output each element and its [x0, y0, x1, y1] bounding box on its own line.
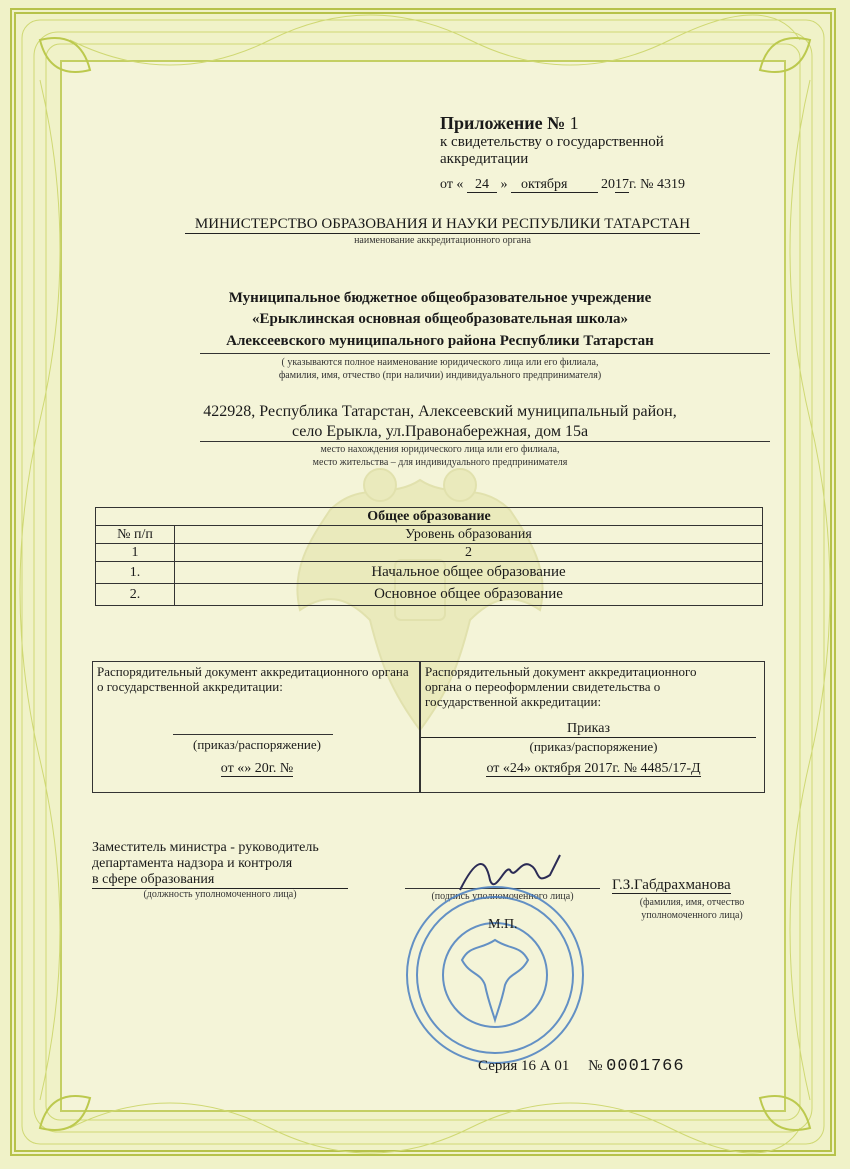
row-num: 2.	[96, 584, 175, 606]
address-caption1: место нахождения юридического лица или его филиала,	[320, 444, 560, 455]
stamp-mp: М.П.	[488, 917, 518, 932]
authority-name: МИНИСТЕРСТВО ОБРАЗОВАНИЯ И НАУКИ РЕСПУБЛИКИ ТАТАРСТАН	[185, 216, 700, 234]
right-doc-box	[420, 661, 765, 793]
left-doc-heading: Распорядительный документ аккредитационного органа о государственной аккредитации:	[97, 664, 409, 694]
table-row	[96, 584, 763, 606]
series-label: Серия 16 А 01	[478, 1058, 570, 1074]
date-year-end: г. №	[629, 177, 654, 192]
left-doc-date	[93, 760, 421, 777]
left-doc-caption: (приказ/распоряжение)	[193, 737, 321, 752]
date-month: октября	[511, 177, 598, 193]
org-line3: Алексеевского муниципального района Республики Татарстан	[226, 333, 654, 349]
right-doc-date	[421, 760, 766, 777]
address-line1: 422928, Республика Татарстан, Алексеевский муниципальный район,	[203, 403, 677, 420]
index-num: 1	[96, 544, 175, 562]
table-index-row	[96, 544, 763, 562]
authority-caption: наименование аккредитационного органа	[354, 235, 531, 246]
education-table	[95, 507, 763, 606]
left-doc-line	[173, 734, 333, 735]
date-prefix: от «	[440, 177, 464, 192]
row-num: 1.	[96, 562, 175, 584]
position-caption: (должность уполномоченного лица)	[143, 889, 297, 900]
org-line2: «Ерыклинская основная общеобразовательная школа»	[251, 311, 629, 327]
right-doc-heading: Распорядительный документ аккредитационного органа о переоформлении свидетельства о государственной аккредитации:	[425, 664, 697, 709]
official-stamp-icon	[400, 880, 590, 1070]
series-block	[478, 1058, 685, 1075]
org-line1: Муниципальное бюджетное общеобразовательное учреждение	[228, 290, 652, 306]
appendix-date	[440, 176, 685, 193]
org-caption1: ( указываются полное наименование юридического лица или его филиала,	[281, 357, 599, 368]
position-line2: департамента надзора и контроля	[92, 856, 293, 871]
address-divider	[200, 441, 770, 442]
signature-caption: (подпись уполномоченного лица)	[431, 891, 574, 902]
position-line3	[92, 871, 348, 889]
header-level: Уровень образования	[175, 526, 763, 544]
series-number: 0001766	[606, 1057, 685, 1076]
header-num: № п/п	[96, 526, 175, 544]
table-title-row	[96, 508, 763, 526]
appendix-line1: к свидетельству о государственной	[440, 134, 664, 150]
org-caption2: фамилия, имя, отчество (при наличии) индивидуального предпринимателя)	[278, 370, 602, 381]
signer-caption2: уполномоченного лица)	[641, 910, 743, 921]
series-no-label: №	[588, 1058, 603, 1074]
date-year-prefix: 20	[601, 177, 615, 192]
appendix-title	[440, 112, 579, 134]
appendix-line2: аккредитации	[440, 151, 529, 167]
table-title: Общее образование	[96, 508, 763, 526]
table-header-row	[96, 526, 763, 544]
appendix-title-text: Приложение №	[440, 113, 566, 133]
address-caption2: место жительства – для индивидуального предпринимателя	[312, 457, 568, 468]
left-doc-box	[92, 661, 420, 793]
right-doc-date-text: от «24» октября 2017г. № 4485/17-Д	[486, 761, 701, 776]
table-row	[96, 562, 763, 584]
signer-name-text: Г.З.Габдрахманова	[612, 877, 731, 893]
index-level: 2	[175, 544, 763, 562]
address-line2: село Ерыкла, ул.Правонабережная, дом 15а	[291, 423, 589, 440]
right-doc-caption: (приказ/распоряжение)	[529, 739, 658, 754]
row-level: Начальное общее образование	[175, 562, 763, 584]
left-doc-date-text: от «» 20г. №	[220, 761, 294, 776]
signer-name	[612, 877, 731, 894]
date-year-suffix: 17	[615, 177, 629, 192]
date-day: 24	[467, 177, 497, 193]
certificate-number: 4319	[657, 177, 686, 192]
right-doc-value: Приказ	[421, 720, 756, 738]
date-mid: »	[500, 177, 508, 192]
org-divider	[200, 353, 770, 354]
signer-caption1: (фамилия, имя, отчество	[639, 897, 745, 908]
appendix-number: 1	[569, 113, 579, 133]
row-level: Основное общее образование	[175, 584, 763, 606]
position-line1: Заместитель министра - руководитель	[92, 840, 319, 855]
position-line3-text: в сфере образования	[92, 871, 348, 889]
